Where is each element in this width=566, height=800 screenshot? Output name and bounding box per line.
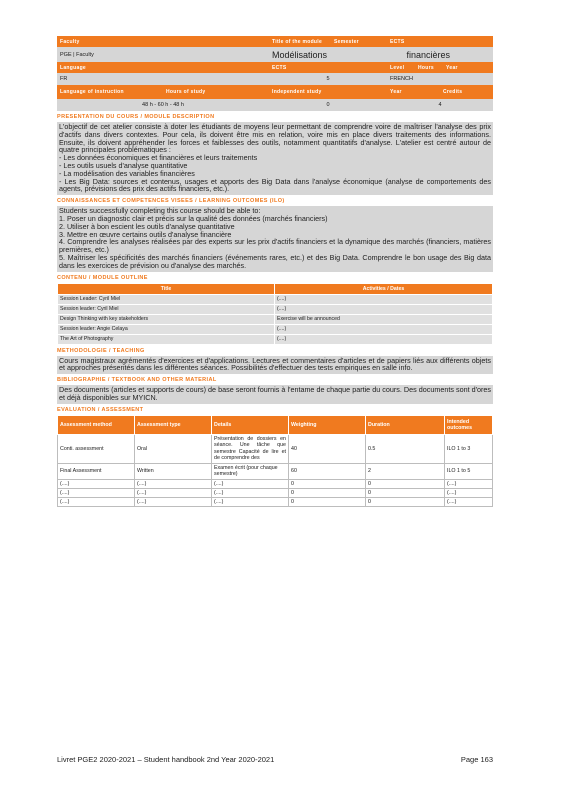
eval-cell: (....) (212, 479, 289, 488)
outline-cell: Session leader: Angie Celaya (58, 324, 275, 334)
ects-value: 5 (326, 76, 330, 82)
outline-header-row (58, 283, 493, 294)
eval-cell: (....) (58, 488, 135, 497)
ilo-item-5: 5. Maîtriser les spécificités des marchés financiers (événements rares, etc.) et des Big Data. Comprendre le bon usage des Big data dans les exercices de prévision ou d'analyse des marchés. (59, 252, 491, 270)
outline-cell: Exercise will be announced (275, 314, 493, 324)
eval-cell: (....) (445, 497, 493, 506)
faculty-value: PGE | Faculty (60, 51, 94, 58)
eval-col-weighting: Weighting (289, 415, 366, 434)
biblio-title: BIBLIOGRAPHIE / TEXTBOOK AND OTHER MATERIAL (57, 377, 217, 384)
table-row (58, 479, 493, 488)
eval-cell: 2 (366, 463, 445, 479)
label-ects: ECTS (272, 64, 287, 71)
outline-table (57, 283, 493, 345)
eval-cell: ILO 1 to 5 (445, 463, 493, 479)
eval-table (57, 415, 493, 507)
eval-cell: Examen écrit (pour chaque semestre) (212, 463, 289, 479)
eval-cell: 0 (366, 488, 445, 497)
table-row (58, 434, 493, 463)
ilo-text (57, 206, 493, 271)
eval-cell: (....) (58, 497, 135, 506)
biblio-text: Des documents (articles et supports de cours) de base seront fournis à l'entame de chaque partie du cours. Des documents sont d'ores et déjà disponibles sur MYICN. (59, 385, 491, 402)
eval-cell: 0 (289, 488, 366, 497)
method-title: METHODOLOGIE / TEACHING (57, 347, 145, 354)
header-row-5 (57, 85, 493, 99)
language-value: FR (60, 76, 68, 82)
eval-cell: 0 (366, 479, 445, 488)
outline-cell: (....) (275, 324, 493, 334)
header-label-title: Title of the module (272, 38, 323, 45)
presentation-bullet-3: - La modélisation des variables financières (59, 168, 195, 178)
eval-cell: Présentation de dossiers en séance. Une tâche que semestre Capacité de lire et de comprendre des (212, 434, 289, 463)
outline-col-activities: Activities / Dates (275, 283, 493, 294)
ilo-item-4: 4. Comprendre les analyses réalisées par des experts sur les prix d'actifs financiers et la dynamique des marchés (financiers, matières premières, etc.) (59, 237, 491, 255)
eval-title: EVALUATION / ASSESSMENT (57, 406, 144, 413)
page-footer (57, 755, 493, 764)
course-sheet (57, 36, 493, 507)
outline-cell: (....) (275, 334, 493, 344)
header-row-6 (57, 99, 493, 111)
header-label-ects: ECTS (390, 38, 405, 45)
presentation-bullet-2: - Les outils usuels d'analyse quantitative (59, 160, 188, 170)
presentation-title: PRESENTATION DU COURS / MODULE DESCRIPTION (57, 114, 215, 120)
table-row (58, 463, 493, 479)
label-credits: Credits (443, 89, 463, 95)
label-instruction-language: Language of instruction (60, 89, 124, 95)
table-row (58, 488, 493, 497)
eval-col-outcomes: Intended outcomes (445, 415, 493, 434)
header-label-semester: Semester (334, 38, 359, 45)
eval-cell: (....) (212, 488, 289, 497)
module-title (269, 50, 493, 60)
header-row-1 (57, 36, 493, 47)
table-row (58, 497, 493, 506)
label-level: Level (390, 64, 405, 71)
eval-cell: (....) (135, 488, 212, 497)
hours-value: 48 h - 60 h - 48 h (142, 102, 184, 108)
presentation-text (57, 122, 493, 195)
ilo-intro: Students successfully completing this course should be able to: (59, 206, 261, 216)
table-row (58, 334, 493, 344)
eval-cell: (....) (58, 479, 135, 488)
eval-cell: 0.5 (366, 434, 445, 463)
ilo-item-2: 2. Utiliser à bon escient les outils d'analyse quantitative (59, 221, 235, 231)
eval-col-method: Assessment method (58, 415, 135, 434)
outline-cell: Session leader: Cyril Miel (58, 304, 275, 314)
eval-header-row (58, 415, 493, 434)
presentation-bullet-4: - Les Big Data: sources et contenus, usages et apports des Big Data dans l'analyse économique (analyse de comportements des agents, prévisions des prix des actifs financiers, etc.). (59, 176, 491, 194)
credits-value: 4 (438, 102, 442, 108)
outline-cell: The Art of Photography (58, 334, 275, 344)
eval-cell: (....) (135, 497, 212, 506)
outline-cell: Session Leader: Cyril Miel (58, 294, 275, 304)
ilo-item-3: 3. Mettre en œuvre certains outils d'analyse financière (59, 229, 232, 239)
label-language: Language (60, 64, 87, 71)
header-label-faculty: Faculty (60, 38, 80, 45)
instruction-language-value: FRENCH (390, 76, 413, 82)
page-number: Page 163 (460, 755, 493, 764)
table-row (58, 314, 493, 324)
eval-cell: (....) (445, 488, 493, 497)
table-row (58, 304, 493, 314)
eval-cell: Written (135, 463, 212, 479)
table-row (58, 324, 493, 334)
eval-col-type: Assessment type (135, 415, 212, 434)
module-title-part-b: financières (406, 49, 450, 60)
label-hours: Hours (418, 64, 434, 71)
label-hours-study: Hours of study (166, 89, 206, 95)
module-title-part-a: Modélisations (272, 49, 328, 60)
eval-cell: 40 (289, 434, 366, 463)
label-year: Year (446, 64, 458, 71)
eval-cell: 0 (289, 497, 366, 506)
eval-cell: (....) (135, 479, 212, 488)
eval-col-duration: Duration (366, 415, 445, 434)
outline-title: CONTENU / MODULE OUTLINE (57, 274, 148, 281)
eval-cell: 0 (289, 479, 366, 488)
eval-cell: Oral (135, 434, 212, 463)
eval-cell: ILO 1 to 3 (445, 434, 493, 463)
presentation-paragraph: L'objectif de cet atelier consiste à doter les étudiants de moyens leur permettant de comprendre voire de maîtriser l'analyse des prix d'actifs dans divers contextes. Pour cela, ils doivent être mis en relation, voire mis en place divers traitements des informations. Ensuite, ils doivent appréhender les forces et faiblesses des outils, notamment quantitatifs d'analyse. L'atelier est centré autour de quatre principales problématiques : (59, 122, 491, 155)
outline-cell: Design Thinking with key stakeholders (58, 314, 275, 324)
footer-handbook-title: Livret PGE2 2020-2021 – Student handbook 2nd Year 2020-2021 (57, 755, 275, 764)
eval-cell: Conti. assessment (58, 434, 135, 463)
header-row-2 (57, 47, 493, 62)
header-row-3 (57, 62, 493, 73)
header-row-4 (57, 73, 493, 85)
outline-col-title: Title (58, 283, 275, 294)
presentation-bullet-1: - Les données économiques et financières et leurs traitements (59, 153, 258, 163)
eval-cell: 60 (289, 463, 366, 479)
eval-cell: Final Assessment (58, 463, 135, 479)
outline-cell: (....) (275, 294, 493, 304)
table-row (58, 294, 493, 304)
label-independent-study: Independent study (272, 89, 322, 95)
method-text: Cours magistraux agrémentés d'exercices et d'applications. Lectures et commentaires d'articles et de papiers liés aux différents objets et approches présentés dans les différentes séances. Possibilités d'effectuer des tests empiriques en salle info. (59, 355, 491, 373)
outline-cell: (....) (275, 304, 493, 314)
ilo-title: CONNAISSANCES ET COMPETENCES VISEES / LEARNING OUTCOMES (ILO) (57, 198, 285, 205)
eval-col-details: Details (212, 415, 289, 434)
eval-cell: 0 (366, 497, 445, 506)
independent-study-value: 0 (326, 102, 330, 108)
ilo-item-1: 1. Poser un diagnostic clair et précis sur la qualité des données (marchés financiers) (59, 213, 328, 223)
eval-cell: (....) (445, 479, 493, 488)
eval-cell: (....) (212, 497, 289, 506)
label-year-2: Year (390, 89, 402, 95)
